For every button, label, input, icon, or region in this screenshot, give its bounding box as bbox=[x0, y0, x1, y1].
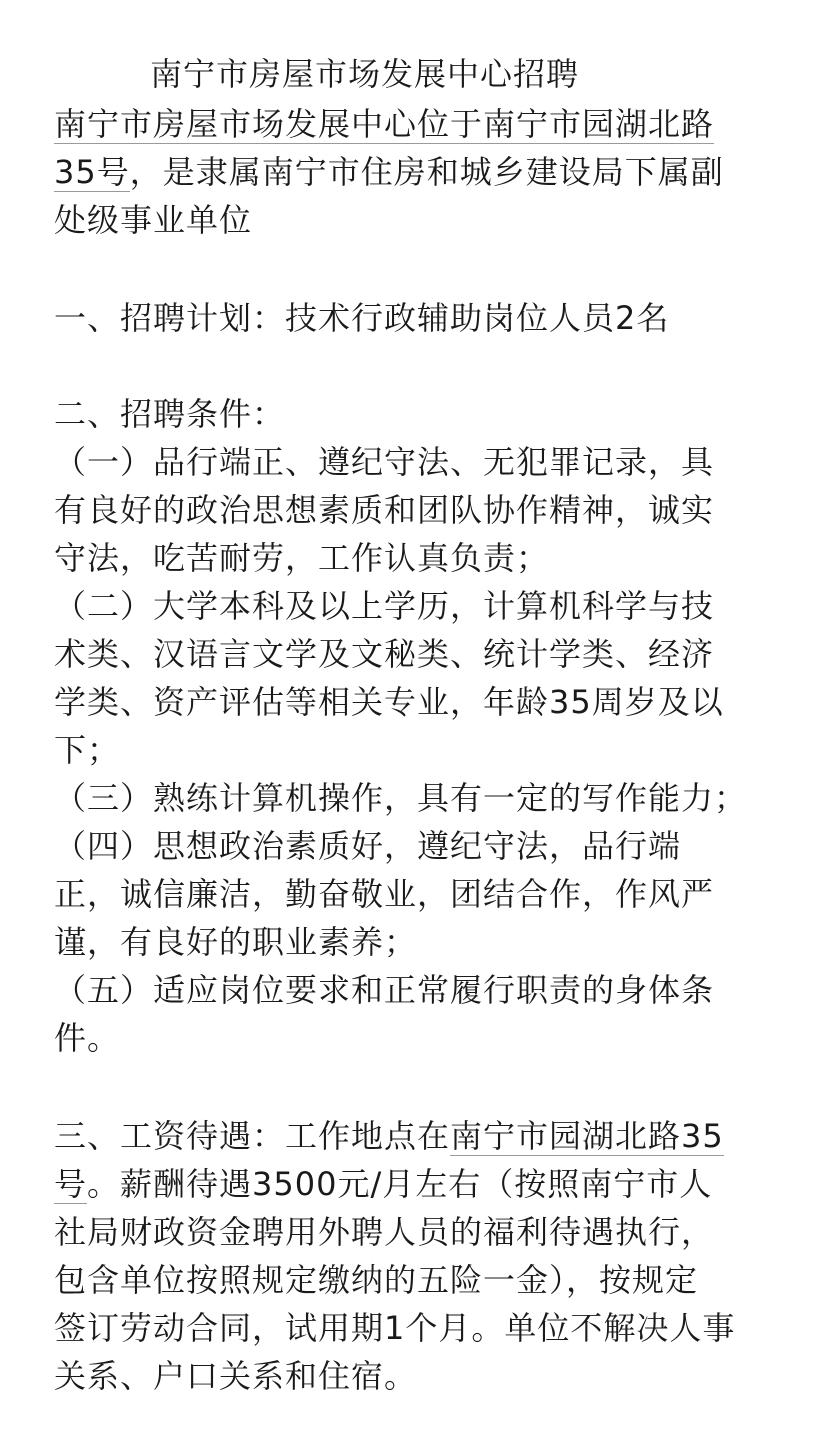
condition-line: 件。 bbox=[54, 1019, 121, 1057]
condition-line: 正，诚信廉洁，勤奋敬业，团结合作，作风严 bbox=[54, 875, 715, 913]
salary-line-1 bbox=[54, 1112, 724, 1160]
intro-line-2 bbox=[54, 148, 724, 196]
salary-line: 包含单位按照规定缴纳的五险一金），按规定 bbox=[54, 1261, 699, 1299]
condition-line: 术类、汉语言文学及文秘类、统计学类、经济 bbox=[54, 635, 715, 673]
intro-line-3: 处级事业单位 bbox=[54, 201, 253, 239]
salary-line: 签订劳动合同，试用期1个月。单位不解决人事 bbox=[54, 1309, 736, 1347]
intro-line-1 bbox=[54, 100, 714, 148]
salary-line: 社局财政资金聘用外聘人员的福利待遇执行， bbox=[54, 1213, 715, 1251]
condition-line: （五）适应岗位要求和正常履行职责的身体条 bbox=[54, 971, 715, 1009]
section-recruit-plan: 一、招聘计划：技术行政辅助岗位人员2名 bbox=[54, 299, 670, 337]
condition-line: 下； bbox=[54, 731, 121, 769]
address-number-link[interactable]: 35号 bbox=[54, 153, 130, 191]
condition-line: 有良好的政治思想素质和团队协作精神，诚实 bbox=[54, 491, 715, 529]
condition-line: 谨，有良好的职业素养； bbox=[54, 923, 418, 961]
workplace-address-link[interactable]: 南宁市园湖北路35 bbox=[450, 1117, 724, 1155]
address-link[interactable]: 南宁市房屋市场发展中心位于南宁市园湖北路 bbox=[54, 105, 715, 143]
salary-line: 关系、户口关系和住宿。 bbox=[54, 1357, 418, 1395]
salary-prefix: 三、工资待遇：工作地点在 bbox=[54, 1117, 451, 1155]
page-title: 南宁市房屋市场发展中心招聘 bbox=[150, 55, 580, 93]
condition-line: 守法，吃苦耐劳，工作认真负责； bbox=[54, 539, 550, 577]
condition-line: （三）熟练计算机操作，具有一定的写作能力； bbox=[54, 779, 748, 817]
condition-line: （四）思想政治素质好，遵纪守法，品行端 bbox=[54, 827, 682, 865]
condition-line: （二）大学本科及以上学历，计算机科学与技 bbox=[54, 587, 715, 625]
workplace-number-link[interactable]: 号 bbox=[54, 1165, 88, 1203]
salary-line-2 bbox=[54, 1160, 712, 1208]
section-conditions-heading: 二、招聘条件： bbox=[54, 395, 286, 433]
condition-line: （一）品行端正、遵纪守法、无犯罪记录，具 bbox=[54, 443, 715, 481]
condition-line: 学类、资产评估等相关专业，年龄35周岁及以 bbox=[54, 683, 724, 721]
salary-text: 。薪酬待遇3500元/月左右（按照南宁市人 bbox=[87, 1165, 713, 1203]
intro-line-2-text: ，是隶属南宁市住房和城乡建设局下属副 bbox=[129, 153, 724, 191]
